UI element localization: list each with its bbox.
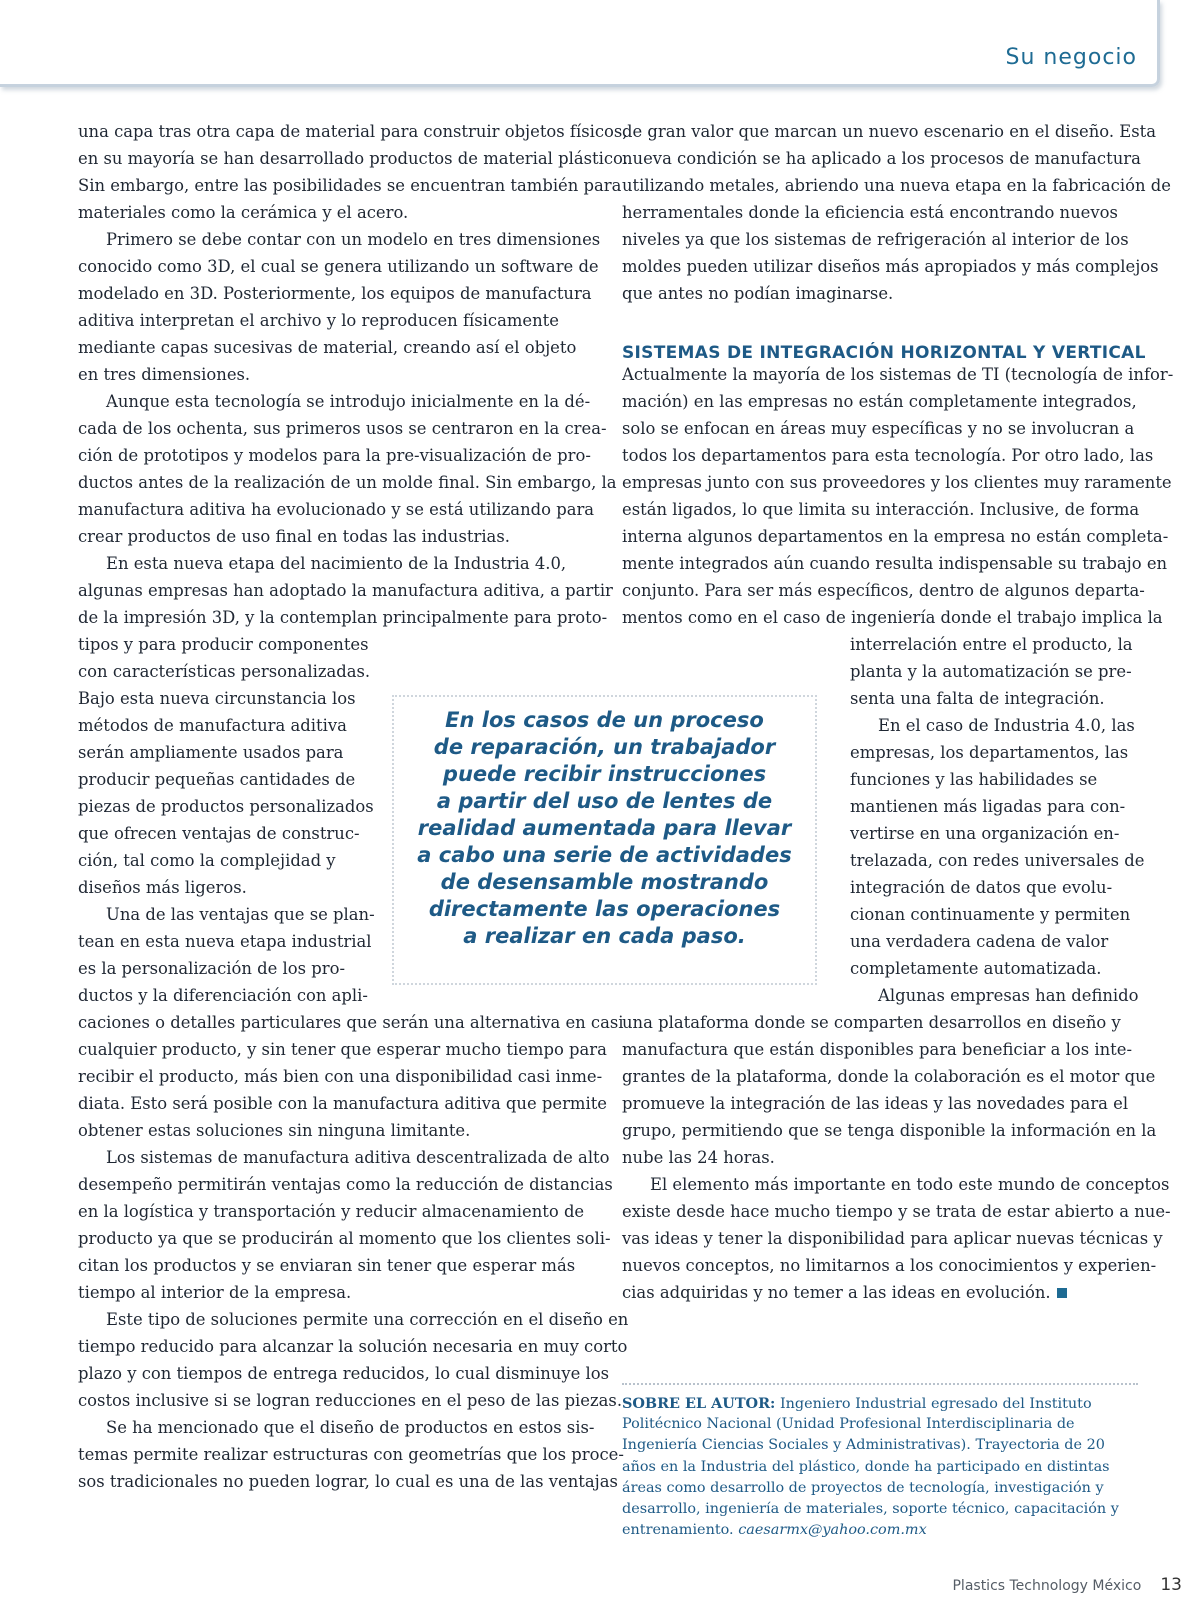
body-text-line: mente integrados aún cuando resulta indispensable su trabajo en [622, 554, 1168, 573]
body-text-line: mación) en las empresas no están completamente integrados, [622, 392, 1137, 411]
body-text-line: una plataforma donde se comparten desarrollos en diseño y [622, 1013, 1121, 1032]
author-bio-text: Politécnico Nacional (Unidad Profesional Interdisciplinaria de [622, 1416, 1075, 1433]
end-of-article-mark [1057, 1288, 1067, 1298]
body-text-line: manufactura aditiva ha evolucionado y se está utilizando para [78, 500, 595, 519]
body-text-line: El elemento más importante en todo este mundo de conceptos [650, 1175, 1170, 1194]
author-divider [622, 1383, 1138, 1385]
body-text-line: producir pequeñas cantidades de [78, 770, 356, 789]
body-text-line: es la personalización de los pro- [78, 959, 345, 978]
body-text-line: producto ya que se producirán al momento que los clientes soli- [78, 1229, 611, 1248]
body-text-line: ductos y la diferenciación con apli- [78, 986, 368, 1005]
author-bio-text: entrenamiento. [622, 1522, 734, 1539]
author-bio-line [622, 1457, 1110, 1479]
body-text-line: promueve la integración de las ideas y las novedades para el [622, 1094, 1129, 1113]
body-text-line: materiales como la cerámica y el acero. [78, 203, 409, 222]
author-bio-line [622, 1520, 927, 1542]
body-text-line: solo se enfocan en áreas muy específicas y no se involucran a [622, 419, 1135, 438]
body-text-line: conjunto. Para ser más específicos, dentro de algunos departa- [622, 581, 1145, 600]
body-text-line: herramentales donde la eficiencia está encontrando nuevos [622, 203, 1118, 222]
body-text-line: cionan continuamente y permiten [850, 905, 1131, 924]
body-text-line: diseños más ligeros. [78, 878, 247, 897]
body-text-line: piezas de productos personalizados [78, 797, 374, 816]
body-text-line: integración de datos que evolu- [850, 878, 1113, 897]
body-text-line: senta una falta de integración. [850, 689, 1105, 708]
section-heading: SISTEMAS DE INTEGRACIÓN HORIZONTAL Y VERTICAL [622, 343, 1146, 363]
body-text-line: vas ideas y tener la disponibilidad para aplicar nuevas técnicas y [622, 1229, 1163, 1248]
body-text-line: tipos y para producir componentes [78, 635, 369, 654]
author-bio-line [622, 1414, 1075, 1436]
body-text-line: completamente automatizada. [850, 959, 1102, 978]
body-text-line: tean en esta nueva etapa industrial [78, 932, 372, 951]
pull-quote-line: de reparación, un trabajador [433, 735, 776, 759]
body-text-line: Sin embargo, entre las posibilidades se encuentran también para [78, 176, 622, 195]
author-bio-line [622, 1393, 1092, 1416]
body-text-line: de la impresión 3D, y la contemplan principalmente para proto- [78, 608, 608, 627]
pull-quote-line: a cabo una serie de actividades [417, 843, 792, 867]
header-bar [0, 0, 1160, 87]
body-text-line: algunas empresas han adoptado la manufactura aditiva, a partir [78, 581, 613, 600]
page-footer [952, 1575, 1182, 1595]
author-bio-line [622, 1478, 1104, 1500]
body-text-line: niveles ya que los sistemas de refrigeración al interior de los [622, 230, 1129, 249]
body-text-line: caciones o detalles particulares que serán una alternativa en casi [78, 1013, 624, 1032]
author-bio-text: áreas como desarrollo de proyectos de tecnología, investigación y [622, 1479, 1104, 1496]
body-text-line: ción de prototipos y modelos para la pre-visualización de pro- [78, 446, 591, 465]
body-text-line: En el caso de Industria 4.0, las [878, 716, 1135, 735]
body-text-line: empresas junto con sus proveedores y los clientes muy raramente [622, 473, 1172, 492]
body-text-line: conocido como 3D, el cual se genera utilizando un software de [78, 257, 599, 276]
body-text-line: todos los departamentos para esta tecnología. Por otro lado, las [622, 446, 1154, 465]
body-text-line: utilizando metales, abriendo una nueva etapa en la fabricación de [622, 176, 1171, 195]
body-text-line: en su mayoría se han desarrollado productos de material plástico. [78, 149, 628, 168]
author-bio-text: desarrollo, ingeniería de materiales, soporte técnico, capacitación y [622, 1501, 1119, 1517]
body-text-line: que antes no podían imaginarse. [622, 284, 894, 303]
body-text-line: de gran valor que marcan un nuevo escenario en el diseño. Esta [622, 122, 1156, 141]
body-text-line: Bajo esta nueva circunstancia los [78, 689, 356, 708]
body-text-line: manufactura que están disponibles para beneficiar a los inte- [622, 1040, 1132, 1059]
body-text-line: mediante capas sucesivas de material, creando así el objeto [78, 338, 577, 357]
author-bio-text: Ingeniero Industrial egresado del Instituto [779, 1396, 1092, 1412]
body-text-line: Primero se debe contar con un modelo en tres dimensiones [106, 230, 601, 249]
body-text-line: que ofrecen ventajas de construc- [78, 824, 360, 843]
body-text-line: serán ampliamente usados para [78, 743, 344, 762]
body-text-line: nueva condición se ha aplicado a los procesos de manufactura [622, 149, 1141, 168]
body-text-line: diata. Esto será posible con la manufactura aditiva que permite [78, 1094, 607, 1113]
body-text-line: modelado en 3D. Posteriormente, los equipos de manufactura [78, 284, 592, 303]
body-text-line: interna algunos departamentos en la empresa no están completa- [622, 527, 1169, 546]
pull-quote-line: directamente las operaciones [428, 897, 781, 921]
body-text-line: costos inclusive si se logran reducciones en el peso de las piezas. [78, 1391, 623, 1410]
pull-quote-line: de desensamble mostrando [440, 870, 769, 894]
body-text-line: ductos antes de la realización de un molde final. Sin embargo, la [78, 473, 617, 492]
body-text-line: interrelación entre el producto, la [850, 635, 1133, 654]
pull-quote-line: realidad aumentada para llevar [417, 816, 792, 840]
body-text-line: crear productos de uso final en todas las industrias. [78, 527, 510, 546]
body-text-line: planta y la automatización se pre- [850, 662, 1132, 681]
author-bio-label: SOBRE EL AUTOR: [622, 1395, 776, 1412]
body-text-line: recibir el producto, más bien con una disponibilidad casi inme- [78, 1067, 603, 1086]
body-text-line: desempeño permitirán ventajas como la reducción de distancias [78, 1175, 613, 1194]
body-text-line: tiempo reducido para alcanzar la solución necesaria en muy corto [78, 1337, 628, 1356]
body-text-line: grantes de la plataforma, donde la colaboración es el motor que [622, 1067, 1156, 1086]
body-text-line: grupo, permitiendo que se tenga disponible la información en la [622, 1121, 1157, 1140]
body-text-line: moldes pueden utilizar diseños más apropiados y más complejos [622, 257, 1159, 276]
publication-name: Plastics Technology México [952, 1578, 1142, 1594]
body-text-line: trelazada, con redes universales de [850, 851, 1145, 870]
body-text-line: tiempo al interior de la empresa. [78, 1283, 352, 1302]
body-text-line: con características personalizadas. [78, 662, 371, 681]
body-text-line: aditiva interpretan el archivo y lo reproducen físicamente [78, 311, 559, 330]
body-text-line: métodos de manufactura aditiva [78, 716, 347, 735]
body-text-line: En esta nueva etapa del nacimiento de la Industria 4.0, [106, 554, 567, 573]
author-email-link[interactable]: caesarmx@yahoo.com.mx [738, 1522, 927, 1539]
body-text-line: temas permite realizar estructuras con geometrías que los proce- [78, 1445, 624, 1464]
body-text-line: sos tradicionales no pueden lograr, lo cual es una de las ventajas [78, 1472, 618, 1491]
body-text-line: existe desde hace mucho tiempo y se trata de estar abierto a nue- [622, 1202, 1171, 1221]
body-text-line: cias adquiridas y no temer a las ideas en evolución. [622, 1279, 1067, 1307]
body-text-line: están ligados, lo que limita su interacción. Inclusive, de forma [622, 500, 1140, 519]
page-number: 13 [1160, 1575, 1182, 1595]
body-text-line: Este tipo de soluciones permite una corrección en el diseño en [106, 1310, 629, 1329]
body-text-line: en tres dimensiones. [78, 365, 251, 384]
author-bio-line [622, 1435, 1105, 1457]
author-bio-text: años en la Industria del plástico, donde ha participado en distintas [622, 1458, 1110, 1475]
body-text-line: obtener estas soluciones sin ninguna limitante. [78, 1121, 471, 1140]
body-text-line: en la logística y transportación y reducir almacenamiento de [78, 1202, 585, 1221]
body-text-line: una verdadera cadena de valor [850, 932, 1109, 951]
body-text-line: plazo y con tiempos de entrega reducidos, lo cual disminuye los [78, 1364, 610, 1383]
body-text-line: mentos como en el caso de ingeniería donde el trabajo implica la [622, 608, 1163, 627]
body-text-line: mantienen más ligadas para con- [850, 797, 1126, 816]
author-bio-line [622, 1499, 1119, 1521]
pull-quote-line: a partir del uso de lentes de [436, 789, 773, 813]
body-text-line: Actualmente la mayoría de los sistemas de TI (tecnología de infor- [622, 365, 1174, 384]
body-text-line: ción, tal como la complejidad y [78, 851, 336, 870]
body-text-line: Aunque esta tecnología se introdujo inicialmente en la dé- [106, 392, 591, 411]
section-label: Su negocio [1005, 45, 1137, 70]
body-text-line: nuevos conceptos, no limitarnos a los conocimientos y experien- [622, 1256, 1157, 1275]
body-text-line: cualquier producto, y sin tener que esperar mucho tiempo para [78, 1040, 607, 1059]
body-text-line: una capa tras otra capa de material para construir objetos físicos, [78, 122, 628, 141]
body-text-line: Se ha mencionado que el diseño de productos en estos sis- [106, 1418, 595, 1437]
body-text-line: nube las 24 horas. [622, 1148, 775, 1167]
author-bio-text: Ingeniería Ciencias Sociales y Administrativas). Trayectoria de 20 [622, 1437, 1105, 1454]
body-text-line: citan los productos y se enviaran sin tener que esperar más [78, 1256, 576, 1275]
body-text-line: funciones y las habilidades se [850, 770, 1098, 789]
body-text-line: vertirse en una organización en- [850, 824, 1120, 843]
pull-quote-line: puede recibir instrucciones [442, 762, 767, 786]
body-text-line: Una de las ventajas que se plan- [106, 905, 375, 924]
body-text-line: cada de los ochenta, sus primeros usos se centraron en la crea- [78, 419, 607, 438]
body-text-line: Algunas empresas han definido [878, 986, 1139, 1005]
body-text-line: Los sistemas de manufactura aditiva descentralizada de alto [106, 1148, 610, 1167]
pull-quote-line: a realizar en cada paso. [463, 924, 746, 948]
pull-quote-line: En los casos de un proceso [445, 708, 764, 732]
body-text-line: empresas, los departamentos, las [850, 743, 1129, 762]
